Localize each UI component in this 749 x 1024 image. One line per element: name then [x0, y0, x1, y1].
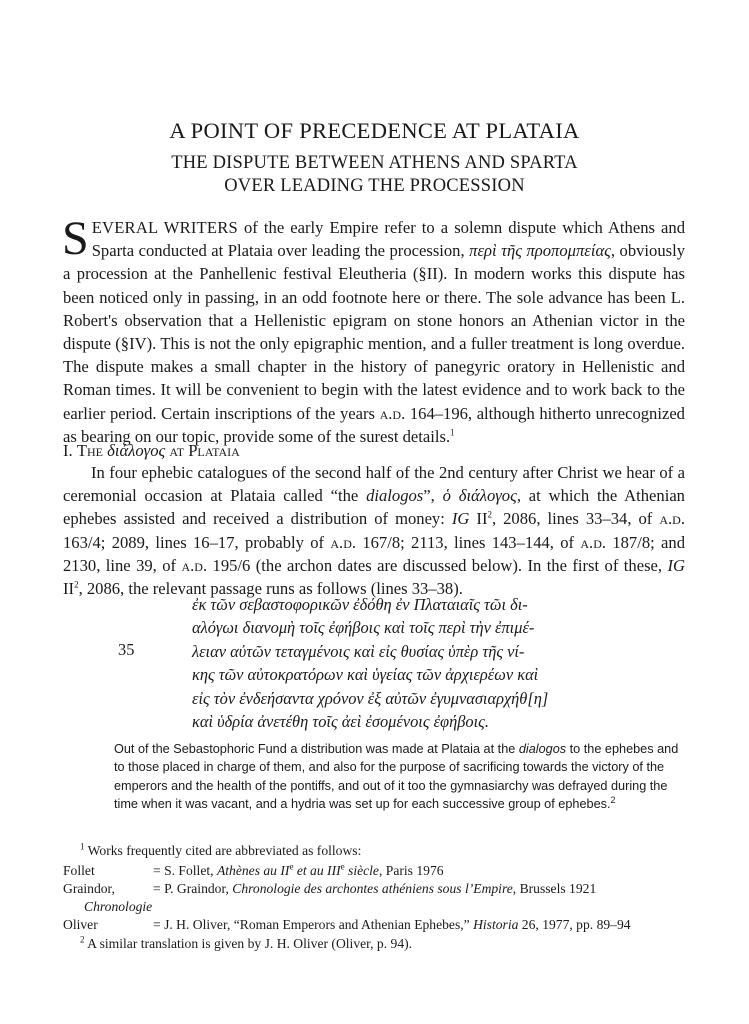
section-heading-text-2: at Plataia [169, 441, 240, 460]
greek-dialogos: ὁ διάλογος [442, 486, 517, 506]
inscription-line: εἰς τὸν ἐνδεήσαντα χρόνον ἐξ αὐτῶν ἐγυμνασιαρχήθ[η] [192, 688, 549, 708]
sec-text-2: ”, [423, 486, 443, 506]
abbreviation-subline: Chronologie [84, 899, 153, 914]
exp-pre: = S. Follet, [153, 863, 217, 878]
sec-text-9: , 2086, the relevant passage runs as follows (lines 33–38). [78, 579, 463, 599]
greek-inscription [192, 593, 548, 733]
section-heading-text-1: The [76, 441, 103, 460]
era-abbrev-3: a.d. [580, 532, 607, 552]
dialogos-term: dialogos [366, 486, 424, 506]
exp-post: , Paris 1976 [378, 863, 444, 878]
footnote-1 [80, 843, 361, 859]
inscription-line: λειαν αὐτῶν τεταγμένοις καὶ εἰς θυσίας ὑπὲρ τῆς νί- [192, 641, 525, 661]
ig-volume-2: II [63, 579, 75, 599]
trans-text-2: to the ephebes and to those placed in charge of them, and also for the purpose of sacrificing towards the victory of the emperors and the health of the pontiffs, and out of it too the gymnasiarchy was defrayed during the time when it was vacant, and a hydria was set up for each successive group of ephebes. [114, 742, 679, 812]
abbreviation-row [63, 898, 703, 916]
exp-title: Chronologie des archontes athéniens sous l’Empire [232, 881, 513, 896]
footnote-2-number: 2 [80, 934, 85, 945]
trans-text-1: Out of the Sebastophoric Fund a distribution was made at Plataia at the [114, 742, 519, 756]
exp-post: , Brussels 1921 [512, 881, 597, 896]
abbreviation-expansion [153, 880, 596, 898]
section-number: I. [63, 441, 73, 460]
section-paragraph [63, 461, 685, 600]
exp-title: Athènes au II [216, 863, 290, 878]
footnote-2 [80, 936, 412, 952]
intro-lead: EVERAL WRITERS [91, 218, 238, 237]
section-heading-greek: διάλογος [107, 441, 166, 460]
sec-text-3: , at which the Athenian ephebes assisted and received a distribution of money: [63, 486, 685, 529]
line-number: 35 [118, 640, 135, 659]
inscription-line: αλόγωι διανομὴ τοῖς ἐφήβοις καὶ τοῖς περὶ τὴν ἐπιμέ- [192, 618, 535, 638]
sec-text-4: , 2086, lines 33–34, of [491, 509, 660, 529]
exp-title-3: siècle [344, 863, 379, 878]
era-abbrev-2: a.d. [330, 532, 357, 552]
greek-phrase: περὶ τῆς προπομπείας [469, 241, 611, 261]
footnote-1-text: Works frequently cited are abbreviated as follows: [84, 843, 362, 858]
era-abbrev-1: a.d. [659, 509, 685, 529]
inscription-line: ἐκ τῶν σεβαστοφορικῶν ἐδόθη ἐν Πλαταιαῖς τῶι δι- [192, 595, 528, 614]
era-abbrev-4: a.d. [181, 555, 208, 575]
abbreviation: Graindor, [63, 881, 115, 896]
article-subtitle [0, 152, 749, 198]
exp-title-2: et au III [293, 863, 341, 878]
sec-text-5: 163/4; 2089, lines 16–17, probably of [63, 532, 331, 552]
trans-dialogos: dialogos [518, 742, 567, 756]
footnote-ref-1[interactable]: 1 [450, 427, 455, 438]
sec-text-7: 187/8; and 2130, line 39, of [63, 532, 685, 575]
sec-text-1: In four ephebic catalogues of the second half of the 2nd century after Christ we hear of a ceremonial occasion at Plataia called “the [63, 463, 685, 506]
ig-sup-2: 2 [74, 579, 79, 590]
drop-cap: S [62, 212, 89, 265]
intro-text-3: 164–196, although hitherto unrecognized as bearing on our topic, provide some of the surest details. [63, 403, 685, 446]
article-title: A POINT OF PRECEDENCE AT PLATAIA [169, 118, 580, 143]
subtitle-line-2: OVER LEADING THE PROCESSION [224, 176, 525, 196]
ig-sup: 2 [487, 509, 492, 520]
section-heading [63, 441, 240, 461]
inscription-line: καὶ ὑδρία ἀνετέθη τοῖς ἀεὶ ἐσομένοις ἐφήβοις. [192, 712, 489, 732]
ig-volume: II [469, 509, 488, 529]
exp-pre: = J. H. Oliver, “Roman Emperors and Athenian Ephebes,” [153, 917, 474, 932]
ig-abbrev-2: IG [667, 555, 685, 575]
intro-text-2: , obviously a procession at the Panhellenic festival Eleutheria (§II). In modern works this dispute has been noticed only in passing, in an odd footnote here or there. The sole advance has been L. Robert's observation that a Hellenistic epigram on stone honors an Athenian victor in the dispute (§IV). This is not the only epigraphic mention, and a fuller treatment is long overdue. The dispute makes a small chapter in the history of panegyric oratory in Hellenistic and Roman times. It will be convenient to begin with the latest evidence and to work back to the earlier period. Certain inscriptions of the years [63, 241, 685, 423]
exp-sup-2: e [340, 861, 345, 872]
abbreviation-row [63, 880, 703, 898]
footnote-ref-2[interactable]: 2 [610, 794, 616, 805]
abbreviation-list [63, 862, 703, 934]
footnote-2-text: A similar translation is given by J. H. Oliver (Oliver, p. 94). [84, 936, 413, 951]
inscription-line: κης τῶν αὐτοκρατόρων καὶ ὑγείας τῶν ἀρχιερέων καὶ [192, 665, 539, 685]
abbreviation-expansion [153, 862, 444, 880]
era-abbrev: a.d. [379, 403, 406, 423]
translation-paragraph [114, 740, 680, 814]
abbreviation-row [63, 916, 703, 934]
exp-title: Historia [473, 917, 519, 932]
abbreviation-row [63, 862, 703, 880]
abbreviation: Oliver [63, 917, 98, 932]
sec-text-8: 195/6 (the archon dates are discussed below). In the first of these, [207, 555, 668, 575]
exp-sup: e [289, 861, 294, 872]
abbreviation: Follet [63, 863, 95, 878]
abbreviation-expansion [153, 916, 631, 934]
intro-paragraph [62, 212, 685, 448]
sec-text-6: 167/8; 2113, lines 143–144, of [356, 532, 581, 552]
intro-text-1: of the early Empire refer to a solemn dispute which Athens and Sparta conducted at Plataia over leading the procession, [91, 218, 685, 261]
exp-post: 26, 1977, pp. 89–94 [518, 917, 631, 932]
footnote-1-number: 1 [80, 841, 85, 852]
ig-abbrev: IG [451, 509, 470, 529]
subtitle-line-1: THE DISPUTE BETWEEN ATHENS AND SPARTA [171, 153, 578, 173]
exp-pre: = P. Graindor, [153, 881, 233, 896]
